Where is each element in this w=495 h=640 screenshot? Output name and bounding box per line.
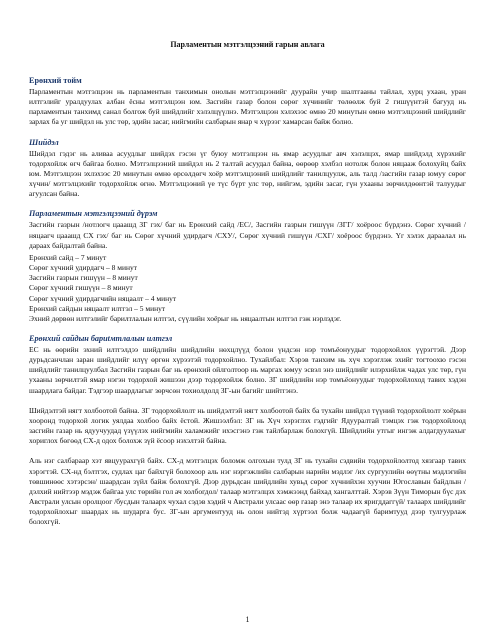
speaking-order-list — [29, 253, 466, 324]
section-rules — [29, 209, 466, 324]
list-item: Эхний дөрвөн илтгэлийг барилтлалын илтгэл, сүүлийн хоёрыг нь няцаалтын илтгэл гэж нэрлэдэг. — [29, 313, 342, 323]
section-heading-rules: Парламентын мэтгэлцээний дүрэм — [29, 209, 158, 219]
paragraph: Засгийн газрын /нотлогч цааашд ЗГ гэх/ баг нь Ерөнхий сайд /ЕС/, Засгийн газрын гишүүн /ЗГГ/ хоёроос бүрдэнэ. Сөрөг хүчний /няцаагч цааашд СХ гэх/ баг нь Сөрөг хүчний удирдагч /СХУ/, Сөрөг хүчний гишүүн /СХГ/ хоёроос бүрдэнэ. Үг хэлэх дараалал нь дараах байдалтай байна. — [29, 220, 466, 250]
paragraph: ЕС нь өөрийн эхний илтгэлдээ шийдлийн шийдлийн нөхцлүүд болон үндсэн нэр томъёонуудыг тодорхойлох үүрэгтэй. Дээр дурьдсанчлан заран шийдлийг илүү өргөн хүрээтэй тодорхойлно. Тухайлбал: Хэрэв танхим нь хүч хэрэглэж эхийг тогтоохю гэсэн шийдлийг танилцуулбал Засгийн газрын баг нь ерөнхий ойлголтоор нь маргах юмуу эсвэл энэ шийдлийг илэрхийлж чадах улс төр, гүн ухааны зөрчилтэй ямар нэгэн тодорхой жишээн дээр тодорхойлж болно. ЗГ шийдлийн нэр томъёонуудыг тодорхойлоход тавих хэдэн шаардлага байдаг. Тэдгээр шаардлагыг зөрчсөн тохиолдолд ЗГ-ын багийг шийтгэнэ. — [29, 344, 466, 395]
paragraph: Парламентын мэтгэлцээн нь парламентын танхимын онолын мэтгэлцээнийг дуурайн учир шалтгааны тайлал, хурц ухаан, уран илтгэлийг уралдуулах албан ёсны мэтгэлцээн юм. Засгийн газар болон сөрөг хүчинийг төлөөлж буй 2 гишүүнтэй багууд нь парламентын танхимд санал болгож буй шийдлийг хэлэлцүүлнэ. Мэтгэлцээн хэлэхээс өмнө 20 минутын өмнө мэтгэлцээний шийдлийг зарлах ба уг шийдэл нь улс төр, эдийн засаг, нийгмийн салбарын янар ч хүрээг хамарсан байж болно. — [29, 87, 466, 127]
paragraph: Шийдэлтэй нягт холбоотой байна. ЗГ тодорхойлолт нь шийдэлтэй нягт холбоотой байх ба тухайн шийдэл түүний тодорхойлолт хоёрын хооронд тодорхой логик уялдаа холбоо байх ёстой. Жишээлбэл: ЗГ нь Хүч хэрэглэх гэдгийг Ядууралтай тэмцэх гэж тодорхойлоод засгийн газар нь ядуучуудад үзүүлэх нийгмийн халамжийг ихэсгэнэ гэж тайлбарлаж болохгүй. Шийдлийн утгыг ингэж алдагдуулахыг хориглох бөгөөд СХ-д одох болохж зүй ёсоор нэхэлтэй байна. — [29, 405, 466, 446]
list-item: Ерөнхий сайд – 7 минут — [29, 252, 107, 262]
section-pm-constructive — [29, 334, 466, 528]
paragraph: Шийдэл гэдэг нь аливаа асуудлыг шийдэх гэсэн үг буюу мэтгэлцээн нь ямар асуудлыг авч хэлэлцэх, ямар шийдэлд хүрэхийг тодорхойлж өгч байгаа болно. Мэтгэлцээний шийдэл нь 2 талтай асуудал байна, өөрөөр хэлбэл нотолж болон няцааж болохуйц байх юм. Мэтгэлцээн эхлэхээс 20 минутын өмнө өрсөлдөгч хоёр мэтгэлцээний шийдлийг танилцуулж, аль талд /засгийн газар юмуу сөрөг хүчин/ мэтгэлцэхийг тодорхойлж өгнө. Мэтгэлцээний үе түс бүрт улс төр, нийгэм, эдийн засаг, гүн ухааны зөрчилдөөнтэй талуудыг агуулсан байна. — [29, 148, 466, 199]
page-number: 1 — [245, 615, 250, 624]
list-item: Сөрөг хүчний удирдагчийн няцаалт – 4 минут — [29, 293, 177, 303]
section-motion — [29, 138, 466, 200]
list-item: Засгийн газрын гишүүн – 8 минут — [29, 273, 138, 283]
list-item: Сөрөг хүчний гишүүн – 8 минут — [29, 283, 133, 293]
section-overview — [29, 76, 466, 128]
list-item: Ерөнхий сайдын няцаалт илтгэл – 5 минут — [29, 303, 166, 313]
section-heading-pm-constructive: Ерөнхий сайдын бариtмтлалын илтгэл — [29, 333, 173, 343]
paragraph: Аль нэг салбарaар хэт явцуурахгүй байх. СХ-д мэтгэлцэх боломж олгохын тулд ЗГ нь тухайн сэдвийн тодорхойлолтод хязгаар тавих хэрэгтэй. СХ-нд бэлтгэх, судлах цаг байхгүй болохоор аль нэг нэргэжлийн салбарын нарийн мэдлэг /их сургуулийн өөүтны мэдлэгийн төвшинөөс хэтэрсэн/ шаардсан зүйл байж болохгүй. Дээр дурьдсан шийдлийн хувьд сөрөг хүчнийхэн хуучин Югославын байдлын /дэлхий нийтээр мэдэж байгаа улс төрийн гол ач холбогдол/ талаар мэтгэлцэх хэмжээнд байхад хангалттай. Хэрэв Зүүн Тиморын бүс дэх Австрали улсын оролцоог /бусдын талаарх чухал сэдэв хэдий ч Австрали улсаас өөр газар энэ талаар их яригддаггүй/ талаарх шийдлийг тодорхойлохыг шаардах нь шударга бус. ЗГ-ын аргументууд нь олон нийтэд хүртээл болж чадаагүй баримтууд дээр тулгуурлаж болохгүй. — [29, 456, 466, 527]
section-heading-overview: Ерөнхий тойм — [29, 76, 82, 85]
document-title: Парламентын мэтгэлцээний гарын авлага — [170, 40, 325, 49]
list-item: Сөрөг хүчний удирдагч – 8 минут — [29, 263, 138, 273]
section-heading-motion: Шийдэл — [29, 137, 59, 147]
